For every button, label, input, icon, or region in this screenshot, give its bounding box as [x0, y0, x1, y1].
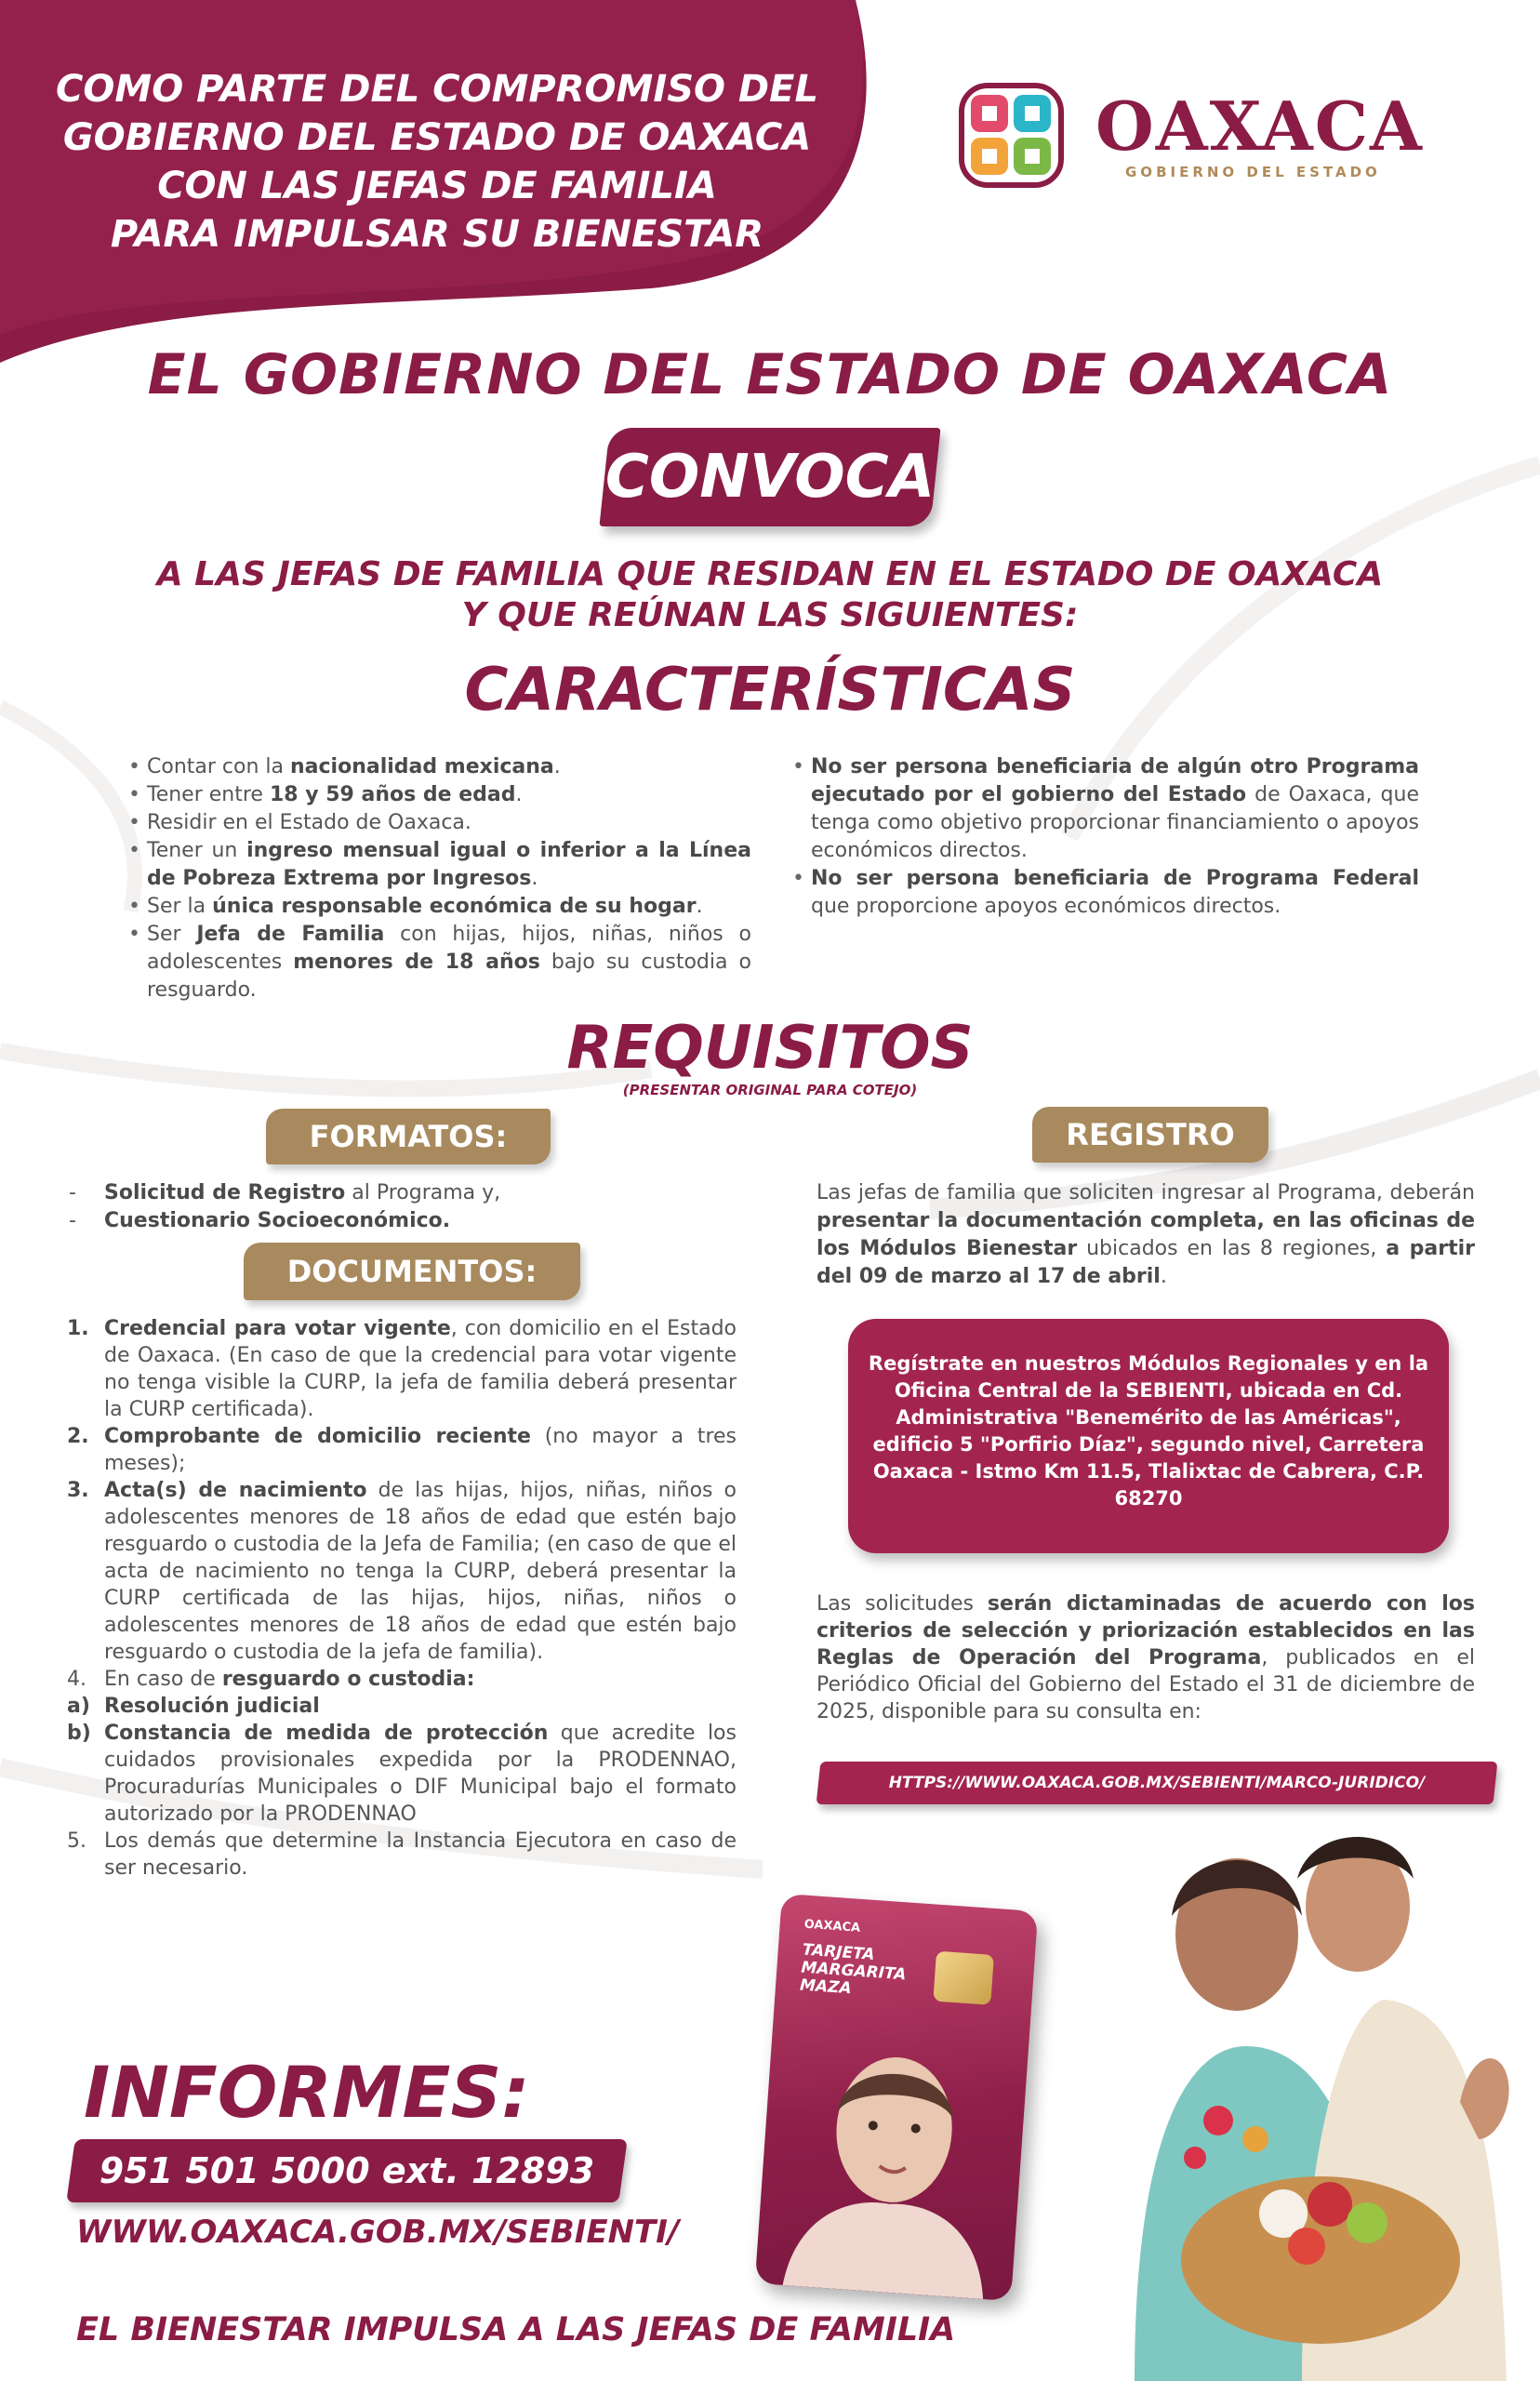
- list-item: 1. Credencial para votar vigente, con domicilio en el Estado de Oaxaca. (En caso de que la credencial para votar vigente no tenga visible la CURP, la jefa de familia deberá presentar la CURP certificada).: [67, 1317, 737, 1421]
- list-item: - Solicitud de Registro al Programa y,: [69, 1181, 501, 1204]
- list-item: - Cuestionario Socioeconómico.: [69, 1209, 451, 1232]
- list-item: 5. Los demás que determine la Instancia Ejecutora en caso de ser necesario.: [67, 1829, 737, 1880]
- oaxaca-emblem-icon: [958, 82, 1065, 189]
- list-item: • Contar con la nacionalidad mexicana.: [147, 753, 751, 781]
- margarita-maza-card: [755, 1894, 1039, 2301]
- hero-line: GOBIERNO DEL ESTADO DE OAXACA: [62, 116, 812, 159]
- main-title: EL GOBIERNO DEL ESTADO DE OAXACA: [147, 342, 1393, 407]
- requisitos-note: (PRESENTAR ORIGINAL PARA COTEJO): [622, 1082, 918, 1098]
- list-item: • No ser persona beneficiaria de Programa Federal que proporcione apoyos económicos directos.: [811, 865, 1419, 921]
- portrait-illustration-icon: [774, 2034, 1010, 2300]
- website-link[interactable]: WWW.OAXACA.GOB.MX/SEBIENTI/: [76, 2214, 680, 2251]
- requisitos-heading: REQUISITOS: [566, 1014, 974, 1083]
- formatos-list: [67, 1179, 737, 1235]
- list-item: • Tener entre 18 y 59 años de edad.: [147, 781, 751, 809]
- caracteristicas-left-list: [126, 753, 751, 1004]
- card-brand: OAXACA: [803, 1917, 861, 1935]
- documentos-list: [67, 1315, 737, 1882]
- registro-tag: REGISTRO: [1032, 1107, 1268, 1163]
- list-item: b) Constancia de medida de protección que acredite los cuidados provisionales expedida por la PRODENNAO, Procuradurías Municipales o DIF Municipal bajo el formato autorizado por la PRODENNAO: [67, 1722, 737, 1826]
- list-item: 2. Comprobante de domicilio reciente (no mayor a tres meses);: [67, 1425, 737, 1475]
- informes-heading: INFORMES:: [84, 2051, 530, 2134]
- card-chip-icon: [933, 1951, 994, 2005]
- list-item: a) Resolución judicial: [67, 1695, 320, 1718]
- formatos-tag: FORMATOS:: [266, 1109, 551, 1164]
- logo-subtitle: GOBIERNO DEL ESTADO: [1125, 164, 1381, 180]
- list-item: • Ser la única responsable económica de su hogar.: [147, 893, 751, 921]
- subtitle-line: Y QUE REÚNAN LAS SIGUIENTES:: [461, 596, 1079, 634]
- card-label: TARJETA MARGARITA MAZA: [799, 1940, 908, 1999]
- phone-number[interactable]: 951 501 5000 ext. 12893: [99, 2150, 595, 2191]
- list-item: • Tener un ingreso mensual igual o inferior a la Línea de Pobreza Extrema por Ingresos.: [147, 837, 751, 893]
- hero-line: PARA IMPULSAR SU BIENESTAR: [110, 213, 764, 256]
- audience-subtitle: [0, 554, 1540, 636]
- list-item: • Ser Jefa de Familia con hijas, hijos, niñas, niños o adolescentes menores de 18 años bajo su custodia o resguardo.: [147, 921, 751, 1004]
- registro-address-text: Regístrate en nuestros Módulos Regionales y en la Oficina Central de la SEBIENTI, ubicada en Cd. Administrativa "Benemérito de las Américas", edificio 5 "Porfirio Díaz", segundo nivel, Carretera Oaxaca - Istmo Km 11.5, Tlalixtac de Cabrera, C.P. 68270: [868, 1352, 1429, 1510]
- women-with-basket-illustration-icon: [1107, 1823, 1540, 2381]
- hero-line: CON LAS JEFAS DE FAMILIA: [157, 165, 717, 207]
- hero-line: COMO PARTE DEL COMPROMISO DEL: [56, 68, 818, 111]
- hero-statement: [56, 65, 818, 259]
- subtitle-line: A LAS JEFAS DE FAMILIA QUE RESIDAN EN EL ESTADO DE OAXACA: [156, 555, 1384, 593]
- rules-link[interactable]: HTTPS://WWW.OAXACA.GOB.MX/SEBIENTI/MARCO-JURIDICO/: [888, 1774, 1426, 1792]
- convoca-text: CONVOCA: [604, 443, 936, 512]
- list-item: 4. En caso de resguardo o custodia:: [67, 1668, 475, 1691]
- list-item: 3. Acta(s) de nacimiento de las hijas, hijos, niñas, niños o adolescentes menores de 18 años de edad que estén bajo resguardo o custodia de la Jefa de Familia; (en caso de que el acta de nacimiento no tenga la CURP, deberá presentar la CURP certificada de las hijas, hijos, niñas, niños o adolescentes menores de 18 años de edad que estén bajo resguardo o custodia de la jefa de familia).: [67, 1479, 737, 1664]
- list-item: • No ser persona beneficiaria de algún otro Programa ejecutado por el gobierno del Estado de Oaxaca, que tenga como objetivo proporcionar financiamiento o apoyos económicos directos.: [811, 753, 1419, 865]
- list-item: • Residir en el Estado de Oaxaca.: [147, 809, 751, 837]
- footer-slogan: EL BIENESTAR IMPULSA A LAS JEFAS DE FAMILIA: [76, 2311, 956, 2348]
- registro-paragraph: Las jefas de familia que soliciten ingresar al Programa, deberán presentar la documentación completa, en las oficinas de los Módulos Bienestar ubicados en las 8 regiones, a partir del 09 de marzo al 17 de abril.: [816, 1181, 1476, 1288]
- documentos-tag: DOCUMENTOS:: [244, 1243, 580, 1300]
- logo-title: OAXACA: [1095, 86, 1424, 166]
- caracteristicas-heading: CARACTERÍSTICAS: [464, 656, 1076, 725]
- caracteristicas-right-list: [790, 753, 1419, 921]
- dictamen-paragraph: Las solicitudes serán dictaminadas de acuerdo con los criterios de selección y priorización establecidos en las Reglas de Operación del Programa, publicados en el Periódico Oficial del Gobierno del Estado el 31 de diciembre de 2025, disponible para su consulta en:: [816, 1592, 1475, 1723]
